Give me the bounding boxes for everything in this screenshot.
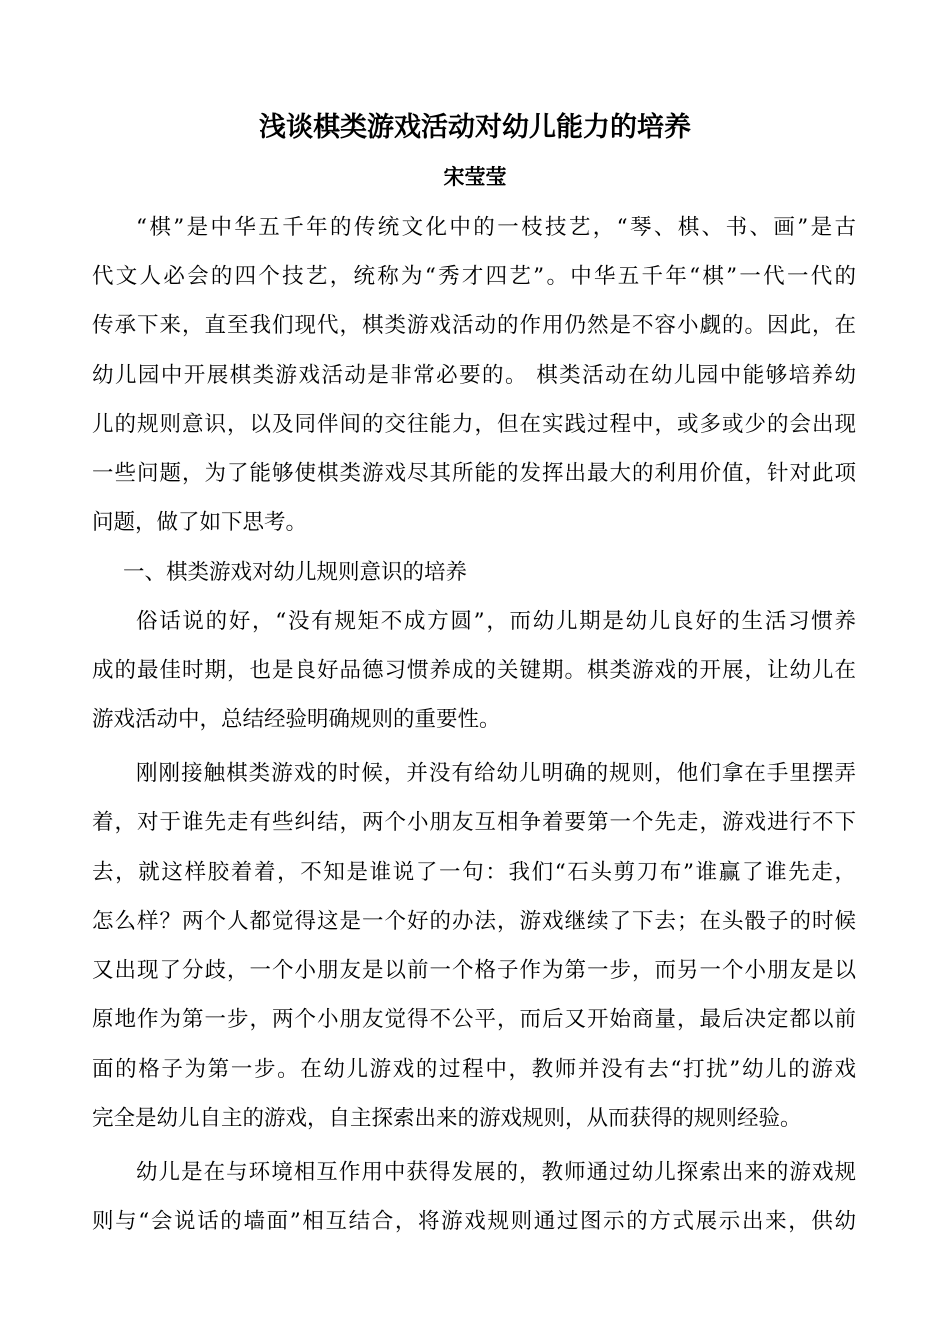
paragraph-line: 儿的规则意识，以及同伴间的交往能力，但在实践过程中，或多或少的会出现 — [92, 412, 856, 437]
paragraph-line: 去，就这样胶着着，不知是谁说了一句：我们“石头剪刀布”谁赢了谁先走， — [92, 860, 856, 885]
paragraph-line: 俗话说的好，“没有规矩不成方圆”，而幼儿期是幼儿良好的生活习惯养 — [136, 609, 856, 634]
paragraph-line: 成的最佳时期，也是良好品德习惯养成的关键期。棋类游戏的开展，让幼儿在 — [92, 658, 856, 683]
document-title: 浅谈棋类游戏活动对幼儿能力的培养 — [259, 112, 691, 143]
paragraph-line: 怎么样？两个人都觉得这是一个好的办法，游戏继续了下去；在头骰子的时候 — [92, 909, 856, 934]
section-heading: 一、棋类游戏对幼儿规则意识的培养 — [123, 560, 468, 585]
paragraph-line: 问题，做了如下思考。 — [92, 510, 308, 535]
document-author: 宋莹莹 — [443, 164, 507, 189]
paragraph-line: 又出现了分歧，一个小朋友是以前一个格子作为第一步，而另一个小朋友是以 — [92, 958, 856, 983]
paragraph-line: 面的格子为第一步。在幼儿游戏的过程中，教师并没有去“打扰”幼儿的游戏 — [92, 1057, 856, 1082]
paragraph-line: 幼儿园中开展棋类游戏活动是非常必要的。 棋类活动在幼儿园中能够培养幼 — [92, 363, 856, 388]
paragraph-line: 着，对于谁先走有些纠结，两个小朋友互相争着要第一个先走，游戏进行不下 — [92, 810, 856, 835]
paragraph-line: 一些问题，为了能够使棋类游戏尽其所能的发挥出最大的利用价值，针对此项 — [92, 461, 856, 486]
paragraph-line: 传承下来，直至我们现代，棋类游戏活动的作用仍然是不容小觑的。因此，在 — [92, 313, 856, 338]
paragraph-line: 则与“会说话的墙面”相互结合，将游戏规则通过图示的方式展示出来，供幼 — [92, 1209, 856, 1234]
paragraph-line: 幼儿是在与环境相互作用中获得发展的，教师通过幼儿探索出来的游戏规 — [136, 1160, 856, 1185]
paragraph-line: 刚刚接触棋类游戏的时候，并没有给幼儿明确的规则，他们拿在手里摆弄 — [136, 761, 856, 786]
paragraph-line: 游戏活动中，总结经验明确规则的重要性。 — [92, 707, 501, 732]
paragraph-line: “棋”是中华五千年的传统文化中的一枝技艺，“琴、棋、书、画”是古 — [136, 215, 857, 240]
paragraph-line: 完全是幼儿自主的游戏，自主探索出来的游戏规则，从而获得的规则经验。 — [92, 1106, 802, 1131]
paragraph-line: 原地作为第一步，两个小朋友觉得不公平，而后又开始商量，最后决定都以前 — [92, 1007, 856, 1032]
paragraph-line: 代文人必会的四个技艺，统称为“秀才四艺”。中华五千年“棋”一代一代的 — [92, 264, 856, 289]
